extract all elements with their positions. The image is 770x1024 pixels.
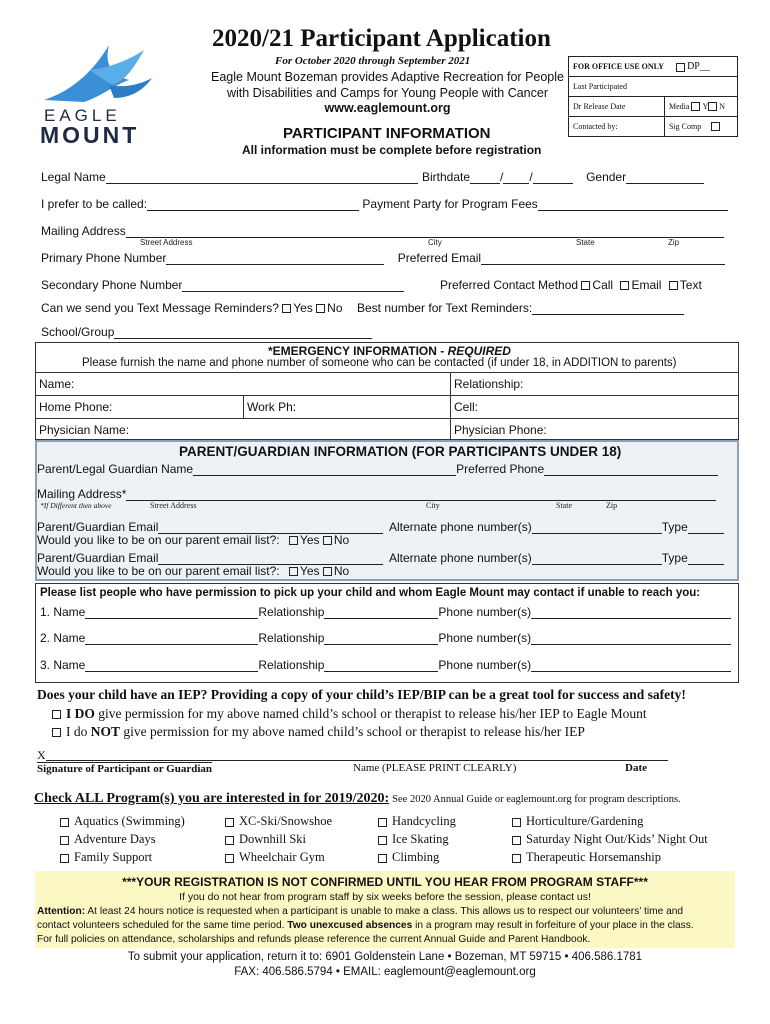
guardian-email-label-1: Parent/Guardian Email [37, 520, 159, 534]
reminders-no-checkbox[interactable] [316, 304, 325, 313]
program-label: Therapeutic Horsemanship [526, 850, 662, 864]
program-label: Family Support [74, 850, 153, 864]
gender-field[interactable] [626, 170, 704, 184]
physician-name-label: Physician Name: [39, 423, 130, 437]
contact-call-checkbox[interactable] [581, 281, 590, 290]
attention-text-b-bold: Two unexcused absences [287, 920, 413, 931]
sig-comp-label: Sig Comp [669, 121, 702, 131]
emergency-note: Please furnish the name and phone number of someone who can be contacted (if under 18, in ADDITION to parents) [82, 357, 677, 369]
program-label: Wheelchair Gym [239, 850, 325, 864]
mailing-address-row [41, 224, 724, 238]
programs-column-2 [225, 812, 332, 866]
notice-attention-b [37, 920, 694, 931]
contacted-label: Contacted by: [573, 122, 618, 131]
program-option[interactable] [378, 830, 456, 848]
secondary-phone-field[interactable] [182, 278, 404, 292]
program-label: Downhill Ski [239, 832, 307, 846]
contact-email-checkbox[interactable] [620, 281, 629, 290]
program-checkbox[interactable] [512, 836, 521, 845]
dp-label: DP__ [687, 61, 710, 72]
notice-line-1: If you do not hear from program staff by six weeks before the session, please contact us! [179, 891, 591, 903]
guardian-email-row-1 [37, 520, 383, 534]
attention-text-b-pre: contact volunteers scheduled for the same time period. [37, 920, 288, 931]
website-link[interactable]: www.eaglemount.org [324, 101, 451, 115]
media-cell [665, 97, 738, 117]
prefer-called-row [41, 197, 728, 211]
iep-do-checkbox[interactable] [52, 710, 61, 719]
pickup-name-label: 1. Name [40, 605, 86, 619]
sig-comp-cell [665, 117, 738, 137]
prefer-called-label: I prefer to be called: [41, 197, 148, 211]
contact-text-checkbox[interactable] [669, 281, 678, 290]
emergency-divider-2 [243, 395, 244, 418]
program-option[interactable] [60, 830, 185, 848]
media-y-label: Y [702, 101, 709, 111]
contact-text-label: Text [679, 278, 702, 292]
preferred-contact-label: Preferred Contact Method [440, 278, 579, 292]
emergency-name-cell[interactable] [35, 372, 450, 395]
guardian-zip-caption: Zip [606, 501, 618, 510]
alt-phone-field-2[interactable] [532, 551, 662, 565]
guardian-email-field-1[interactable] [158, 520, 383, 534]
pickup-phone-label: Phone number(s) [438, 605, 532, 619]
programs-heading-row [34, 791, 681, 807]
pickup-relationship-field[interactable] [324, 658, 438, 672]
dr-release-label: Dr Release Date [573, 102, 626, 111]
programs-column-4 [512, 812, 708, 866]
primary-phone-row [41, 251, 725, 265]
alt-phone-label-1: Alternate phone number(s) [389, 520, 532, 534]
school-group-row [41, 325, 372, 339]
program-option[interactable] [225, 812, 332, 830]
program-option[interactable] [225, 848, 332, 866]
emergency-required: REQUIRED [447, 344, 511, 358]
media-n-label: N [719, 101, 725, 111]
legal-name-row [41, 170, 418, 184]
pickup-phone-field[interactable] [531, 631, 731, 645]
program-option[interactable] [512, 848, 708, 866]
guardian-name-label: Parent/Legal Guardian Name [37, 462, 194, 476]
iep-question: Does your child have an IEP? Providing a copy of your child’s IEP/BIP can be a great tool for success and safety! [37, 687, 686, 702]
alt-phone-label-2: Alternate phone number(s) [389, 551, 532, 565]
intro-line-2: with Disabilities and Camps for Young People with Cancer [226, 86, 548, 100]
intro-line-1: Eagle Mount Bozeman provides Adaptive Recreation for People [211, 70, 564, 84]
alt-phone-row-1 [389, 520, 724, 534]
pickup-name-field[interactable] [85, 605, 258, 619]
date-caption: Date [625, 762, 647, 774]
footer-contact: FAX: 406.586.5794 • EMAIL: eaglemount@eaglemount.org [234, 966, 536, 978]
logo-eagle-text: EAGLE [44, 106, 121, 125]
pickup-row [40, 605, 731, 619]
last-participated-cell[interactable] [569, 77, 738, 97]
program-option[interactable] [60, 848, 185, 866]
email-list-yes-checkbox-1[interactable] [289, 536, 298, 545]
cell-phone-label: Cell: [454, 400, 479, 414]
birth-day-field[interactable] [503, 170, 529, 184]
emergency-title: *EMERGENCY INFORMATION - [268, 344, 448, 358]
reminders-no-label: No [327, 301, 343, 315]
iep-not-bold: NOT [90, 724, 121, 739]
iep-not-text: give permission for my above named child’s school or therapist to release his/her IEP [120, 724, 585, 739]
state-caption: State [576, 238, 595, 247]
program-label: Saturday Night Out/Kids’ Night Out [526, 832, 708, 846]
payment-party-label: Payment Party for Program Fees [362, 197, 538, 211]
section-note: All information must be complete before registration [242, 143, 542, 157]
email-list-no-checkbox-1[interactable] [323, 536, 332, 545]
email-list-row-2 [37, 564, 349, 578]
email-list-yes-label-1: Yes [299, 533, 320, 547]
birth-month-field[interactable] [470, 170, 500, 184]
reminders-yes-checkbox[interactable] [282, 304, 291, 313]
program-label: Aquatics (Swimming) [74, 814, 185, 828]
program-option[interactable] [378, 848, 456, 866]
email-list-yes-label-2: Yes [299, 564, 320, 578]
iep-do-text: give permission for my above named child’s school or therapist to release his/her IEP to Eagle Mount [94, 706, 647, 721]
attention-text-b-post: in a program may result in forfeiture of your place in the class. [412, 920, 694, 931]
email-list-question-2: Would you like to be on our parent email list?: [37, 564, 280, 578]
program-option[interactable] [225, 830, 332, 848]
legal-name-field[interactable] [106, 170, 418, 184]
mailing-address-field[interactable] [126, 224, 724, 238]
primary-phone-field[interactable] [166, 251, 384, 265]
guardian-email-row-2 [37, 551, 383, 565]
pickup-row [40, 631, 731, 645]
city-caption: City [428, 238, 442, 247]
iep-not-checkbox[interactable] [52, 728, 61, 737]
program-checkbox[interactable] [225, 836, 234, 845]
birth-year-field[interactable] [533, 170, 573, 184]
preferred-phone-label: Preferred Phone [456, 462, 545, 476]
guardian-address-field[interactable] [126, 487, 716, 501]
program-option[interactable] [60, 812, 185, 830]
eagle-mount-logo [34, 40, 164, 150]
iep-not-row [52, 724, 585, 740]
text-reminders-row [41, 301, 343, 315]
email-list-yes-checkbox-2[interactable] [289, 567, 298, 576]
program-label: Climbing [392, 850, 440, 864]
pickup-name-label: 3. Name [40, 658, 86, 672]
program-option[interactable] [378, 812, 456, 830]
programs-heading: Check ALL Program(s) you are interested in for 2019/2020: [34, 791, 390, 806]
dp-checkbox[interactable] [676, 63, 685, 72]
primary-phone-label: Primary Phone Number [41, 251, 167, 265]
emergency-title-row [268, 344, 511, 358]
guardian-email-field-2[interactable] [158, 551, 383, 565]
last-participated-label: Last Participated [573, 82, 627, 91]
program-checkbox[interactable] [378, 854, 387, 863]
guardian-name-row [37, 462, 718, 476]
programs-column-1 [60, 812, 185, 866]
type-label-2: Type [661, 551, 688, 565]
guardian-city-caption: City [426, 501, 440, 510]
pickup-name-label: 2. Name [40, 631, 86, 645]
emergency-relationship-label: Relationship: [454, 377, 524, 391]
alt-phone-row-2 [389, 551, 724, 565]
emergency-relationship-cell[interactable] [450, 372, 739, 395]
mailing-address-label: Mailing Address [41, 224, 126, 238]
iep-not-pre: I do [66, 724, 91, 739]
guardian-title: PARENT/GUARDIAN INFORMATION (FOR PARTICIPANTS UNDER 18) [179, 444, 622, 459]
signature-line[interactable] [46, 760, 668, 761]
guardian-address-row [37, 487, 716, 501]
emergency-divider-1 [450, 372, 451, 440]
school-group-label: School/Group [41, 325, 115, 339]
type-field-2[interactable] [688, 551, 724, 565]
logo-mount-text: MOUNT [40, 122, 140, 148]
iep-do-row [52, 706, 647, 722]
birthdate-label: Birthdate [422, 170, 471, 184]
pickup-phone-label: Phone number(s) [438, 658, 532, 672]
program-option[interactable] [512, 812, 708, 830]
program-option[interactable] [512, 830, 708, 848]
email-list-question-1: Would you like to be on our parent email list?: [37, 533, 280, 547]
pickup-relationship-label: Relationship [258, 605, 325, 619]
street-address-caption: Street Address [140, 238, 193, 247]
guardian-name-field[interactable] [193, 462, 456, 476]
program-label: Horticulture/Gardening [526, 814, 644, 828]
notice-attention-a [37, 906, 683, 917]
guardian-state-caption: State [556, 501, 572, 510]
media-y-checkbox[interactable] [691, 102, 700, 111]
signature-x: X [37, 748, 46, 762]
contact-email-label: Email [631, 278, 662, 292]
signature-caption: Signature of Participant or Guardian [37, 763, 212, 775]
type-label-1: Type [661, 520, 688, 534]
physician-name-cell[interactable] [35, 418, 450, 440]
type-field-1[interactable] [688, 520, 724, 534]
contact-call-label: Call [592, 278, 614, 292]
email-list-no-label-1: No [333, 533, 350, 547]
contacted-cell[interactable] [569, 117, 665, 137]
office-title-cell [569, 57, 738, 77]
office-use-table [568, 56, 738, 137]
best-number-label: Best number for Text Reminders: [357, 301, 533, 315]
preferred-phone-field[interactable] [544, 462, 718, 476]
birthdate-row [422, 170, 704, 184]
media-label: Media [669, 101, 690, 111]
pickup-phone-field[interactable] [531, 658, 731, 672]
preferred-contact-row [440, 278, 702, 292]
email-list-no-checkbox-2[interactable] [323, 567, 332, 576]
page-title: 2020/21 Participant Application [212, 25, 551, 52]
program-label: XC-Ski/Snowshoe [239, 814, 333, 828]
birth-sep-2: / [529, 170, 533, 184]
media-n-checkbox[interactable] [708, 102, 717, 111]
work-phone-cell[interactable] [243, 395, 450, 418]
work-phone-label: Work Ph: [247, 400, 297, 414]
birth-sep-1: / [500, 170, 504, 184]
alt-phone-field-1[interactable] [532, 520, 662, 534]
physician-phone-cell[interactable] [450, 418, 739, 440]
programs-note: See 2020 Annual Guide or eaglemount.org for program descriptions. [392, 794, 681, 805]
notice-headline: ***YOUR REGISTRATION IS NOT CONFIRMED UNTIL YOU HEAR FROM PROGRAM STAFF*** [122, 875, 648, 889]
program-label: Ice Skating [392, 832, 449, 846]
pickup-row [40, 658, 731, 672]
text-reminders-label: Can we send you Text Message Reminders? [41, 301, 279, 315]
reminders-yes-label: Yes [293, 301, 313, 315]
sig-comp-checkbox[interactable] [711, 122, 720, 131]
payment-party-field[interactable] [538, 197, 728, 211]
secondary-phone-label: Secondary Phone Number [41, 278, 183, 292]
program-checkbox[interactable] [378, 836, 387, 845]
pickup-relationship-label: Relationship [258, 658, 325, 672]
pickup-phone-field[interactable] [531, 605, 731, 619]
notice-policies: For full policies on attendance, scholarships and refunds please reference the current Annual Guide and Parent Handbook. [37, 934, 591, 945]
physician-phone-label: Physician Phone: [454, 423, 547, 437]
pickup-relationship-label: Relationship [258, 631, 325, 645]
pickup-name-field[interactable] [85, 631, 258, 645]
program-label: Handcycling [392, 814, 456, 828]
pickup-name-field[interactable] [85, 658, 258, 672]
program-label: Adventure Days [74, 832, 156, 846]
guardian-address-label: Mailing Address* [37, 487, 127, 501]
program-checkbox[interactable] [225, 854, 234, 863]
zip-caption: Zip [668, 238, 680, 247]
email-list-no-label-2: No [333, 564, 350, 578]
best-number-field[interactable] [532, 301, 684, 315]
program-checkbox[interactable] [60, 818, 69, 827]
eagle-icon [34, 40, 164, 110]
best-number-row [357, 301, 684, 315]
pickup-title: Please list people who have permission to pick up your child and whom Eagle Mount may contact if unable to reach you: [40, 587, 701, 599]
dr-release-cell[interactable] [569, 97, 665, 117]
program-checkbox[interactable] [60, 854, 69, 863]
emergency-name-label: Name: [39, 377, 75, 391]
preferred-email-field[interactable] [481, 251, 725, 265]
guardian-street-caption: Street Address [150, 501, 197, 510]
home-phone-cell[interactable] [35, 395, 243, 418]
gender-label: Gender [586, 170, 627, 184]
program-checkbox[interactable] [60, 836, 69, 845]
program-checkbox[interactable] [512, 818, 521, 827]
iep-do-bold: I DO [66, 706, 95, 721]
pickup-relationship-field[interactable] [324, 631, 438, 645]
guardian-email-label-2: Parent/Guardian Email [37, 551, 159, 565]
secondary-phone-row [41, 278, 404, 292]
pickup-phone-label: Phone number(s) [438, 631, 532, 645]
pickup-relationship-field[interactable] [324, 605, 438, 619]
email-list-row-1 [37, 533, 349, 547]
program-checkbox[interactable] [225, 818, 234, 827]
legal-name-label: Legal Name [41, 170, 106, 184]
footer-submit: To submit your application, return it to: 6901 Goldenstein Lane • Bozeman, MT 59715 • 406.586.1781 [127, 951, 643, 963]
home-phone-label: Home Phone: [39, 400, 113, 414]
cell-phone-cell[interactable] [450, 395, 739, 418]
section-title: PARTICIPANT INFORMATION [283, 125, 491, 142]
attention-text-a: At least 24 hours notice is requested when a participant is unable to make a class. This allows us to respect our volunteers’ time and [85, 906, 684, 917]
program-checkbox[interactable] [512, 854, 521, 863]
programs-column-3 [378, 812, 456, 866]
prefer-called-field[interactable] [147, 197, 359, 211]
preferred-email-label: Preferred Email [397, 251, 482, 265]
attention-label: Attention: [37, 906, 86, 917]
print-name-caption: Name (PLEASE PRINT CLEARLY) [353, 762, 517, 774]
program-checkbox[interactable] [378, 818, 387, 827]
if-different-caption: *If Different then above [40, 501, 112, 510]
page-subtitle: For October 2020 through September 2021 [275, 55, 471, 67]
school-group-field[interactable] [114, 325, 372, 339]
office-title: FOR OFFICE USE ONLY [573, 62, 665, 71]
